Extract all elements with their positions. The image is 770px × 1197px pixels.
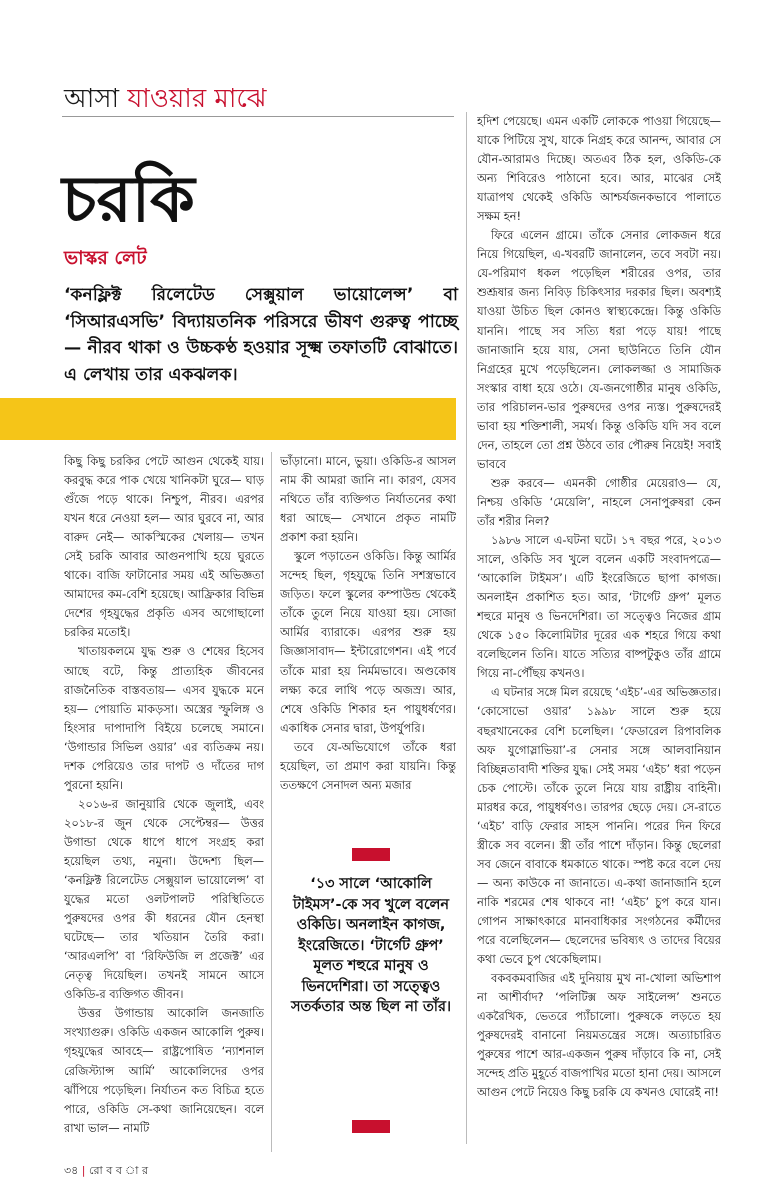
body-paragraph: কিছু কিছু চরকির পেটে আগুন থেকেই যায়। করবুদ্ধ করে পাক খেয়ে খানিকটা ঘুরে— ঘাড় গুঁজে পড়ে থাকে। নিশ্চুপ, নীরব। এরপর যখন ধরে নেওয়া হল— আর ঘুরবে না, আর বারুদ নেই— আকস্মিকের খেলায়— তখন সেই চরকি আবার আগুনপাখি হয়ে ঘুরতে থাকে। বাজি ফাটানোর সময় এই অভিজ্ঞতা আমাদের কম-বেশি হয়েছে। আফ্রিকার বিভিন্ন দেশের গৃহযুদ্ধের প্রকৃতি এসব অগোছালো চরকির মতোই। [64,454,264,640]
body-paragraph: হদিশ পেয়েছে। এমন একটি লোককে পাওয়া গিয়েছে— যাকে পিটিয়ে সুখ, যাকে নিগ্রহ করে আনন্দ, আবার সে যৌন-আরামও দিচ্ছে। অতএব ঠিক হল, ওকিডি-কে অন্য শিবিরেও পাঠানো হবে। আর, মাঝের সেই যাত্রাপথ থেকেই ওকিডি আশ্চর্যজনকভাবে পালাতে সক্ষম হন! [477,114,721,224]
lede-paragraph: ‘কনফ্লিক্ট রিলেটেড সেক্সুয়াল ভায়োলেন্স’ বা ‘সিআরএসভি’ বিদ্যায়তনিক পরিসরে ভীষণ গুরুত্ব পাচ্ছে— নীরব থাকা ও উচ্চকণ্ঠ হওয়ার সূক্ষ্ম তফাতটি বোঝাতে। এ লেখায় তার একঝলক। [64,285,458,385]
body-paragraph: স্কুলে পড়াতেন ওকিডি। কিন্তু আর্মির সন্দেহ ছিল, গৃহযুদ্ধে তিনি সশস্ত্রভাবে জড়িত। ফলে স্কুলের কম্পাউন্ড থেকেই তাঁকে তুলে নিয়ে যাওয়া হয়। সোজা আর্মির ব্যারাকে। এরপর শুরু হয় জিজ্ঞাসাবাদ— ইন্টারোগেশন। এই পর্বে তাঁকে মারা হয় নির্মমভাবে। অণ্ডকোষ লক্ষ্য করে লাথি পড়ে অজস্র। আর, শেষে ওকিডি শিকার হন পায়ুধর্ষণের। একাধিক সেনার দ্বারা, উপর্যুপরি। [280,549,456,735]
body-paragraph: উত্তর উগান্ডায় আকোলি জনজাতি সংখ্যাগুরু। ওকিডি একজন আকোলি পুরুষ। গৃহযুদ্ধের আবহে— রাষ্ট্রপোষিত ‘ন্যাশনাল রেজিস্ট্যান্স আর্মি’ আকোলিদের ওপর ঝাঁপিয়ে পড়েছিল। নির্যাতন কত বিচিত্র হতে পারে, ওকিডি সে-কথা জানিয়েছেন। বলে রাখা ভাল— নামটি [64,1006,264,1135]
pull-quote-bar-bottom [352,1120,390,1133]
section-header-word2: যাওয়ার মাঝে [127,84,267,114]
column-divider-left [271,452,272,1152]
folio-separator: | [81,1164,86,1177]
column-divider-right [466,112,467,1144]
yellow-accent-band [0,398,456,440]
article-title: চরকি [62,162,195,237]
body-paragraph: ভাঁড়ানো। মানে, ভুয়া। ওকিডি-র আসল নাম কী আমরা জানি না। কারণ, যেসব নথিতে তাঁর ব্যক্তিগত নির্যাতনের কথা ধরা আছে— সেখানে প্রকৃত নামটি প্রকাশ করা হয়নি। [280,454,456,545]
body-paragraph: ফিরে এলেন গ্রামে। তাঁকে সেনার লোকজন ধরে নিয়ে গিয়েছিল, এ-খবরটি জানালেন, তবে সবটা নয়। যে-পরিমাণ ধকল পড়েছিল শরীরের ওপর, তার শুশ্রূষার জন্য নিবিড় চিকিৎসার দরকার ছিল। অবশ্যই যাওয়া উচিত ছিল কোনও স্বাস্থ্যকেন্দ্রে। কিন্তু ওকিডি যাননি। পাছে সব সত্যি ধরা পড়ে যায়! পাছে জানাজানি হয়ে যায়, সেনা ছাউনিতে তিনি যৌন নিগ্রহের মুখে পড়েছিলেন। লোকলজ্জা ও সামাজিক সংস্কার বাধা হয়ে ওঠে। যে-জনগোষ্ঠীর মানুষ ওকিডি, তার পরিচালন-ভার পুরুষদের ওপর ন্যস্ত। পুরুষদেরই ভাবা হয় শক্তিশালী, সমর্থ। কিন্তু ওকিডি যদি সব বলে দেন, তাহলে তো প্রশ্ন উঠবে তার পৌরুষ নিয়েই! সবাই ভাববে [477,228,721,471]
page-folio [64,1162,148,1181]
header-rule [62,116,454,117]
author-byline: ভাস্কর লেট [64,247,147,269]
body-column-left [64,452,264,1152]
pull-quote-box [286,848,456,1148]
magazine-name: রো ব ব া র [89,1164,149,1177]
pull-quote-bar-top [352,848,390,861]
body-paragraph: ১৯৮৬ সালে এ-ঘটনা ঘটে। ১৭ বছর পরে, ২০১৩ সালে, ওকিডি সব খুলে বলেন একটি সংবাদপত্রে— ‘আকোলি টাইমস’। এটি ইংরেজিতে ছাপা কাগজ। অনলাইন প্রকাশিত হত। আর, ‘টার্গেট গ্রুপ’ মূলত শহুরে মানুষ ও ভিনদেশিরা। তা সত্ত্বেও নিজের গ্রাম থেকে ১৫০ কিলোমিটার দূরের এক শহরে গিয়ে কথা বলেছিলেন তিনি। যাতে সত্যির বাষ্পটুকুও তাঁর গ্রামে গিয়ে না-পৌঁছয় কখনও। [477,533,721,681]
body-paragraph: ২০১৬-র জানুয়ারি থেকে জুলাই, এবং ২০১৮-র জুন থেকে সেপ্টেম্বর— উত্তর উগান্ডা থেকে ধাপে ধাপে সংগ্রহ করা হয়েছিল তথ্য, নমুনা। উদ্দেশ্য ছিল— ‘কনফ্লিক্ট রিলেটেড সেক্সুয়াল ভায়োলেন্স’ বা যুদ্ধের মতো ওলটপালট পরিস্থিতিতে পুরুষদের ওপর কী ধরনের যৌন হেনস্থা ঘটেছে— তার খতিয়ান তৈরি করা। ‘আরএলপি’ বা ‘রিফিউজি ল প্রজেক্ট’ এর নেতৃত্ব দিয়েছিল। তখনই সামনে আসে ওকিডি-র ব্যক্তিগত জীবন। [64,796,264,1002]
body-column-right [477,112,721,1144]
body-paragraph: শুরু করবে— এমনকী গোষ্ঠীর মেয়েরাও— যে, নিশ্চয় ওকিডি ‘মেয়েলি’, নাহলে সেনাপুরুষরা কেন তাঁর শরীর নিল? [477,475,721,528]
section-header-word1: আসা [64,84,120,114]
body-paragraph: খাতায়কলমে যুদ্ধ শুরু ও শেষের হিসেব আছে বটে, কিন্তু প্রাত্যহিক জীবনের রাজনৈতিক বাস্তবতায়— এসব যুদ্ধকে মনে হয়— পোয়াতি মাকড়সা। অস্ত্রের স্ফুলিঙ্গ ও হিংসার দাপাদাপি বিইয়ে চলেছে সমানে। ‘উগান্ডার সিভিল ওয়ার’ এর ব্যতিক্রম নয়। দশক পেরিয়েও তার দাপট ও দাঁতের দাগ পুরনো হয়নি। [64,644,264,792]
body-paragraph: বকবকমবাজির এই দুনিয়ায় মুখ না-খোলা অভিশাপ না আশীর্বাদ? ‘পলিটিক্স অফ সাইলেন্স’ শুনতে একরৈখিক, ভেতরে প্যাঁচালো। পুরুষকে লড়তে হয় পুরুষদেরই বানানো নিয়মতন্ত্রের সঙ্গে। অত্যাচারিত পুরুষের পাশে আর-একজন পুরুষ দাঁড়াবে কি না, সেই সন্দেহ প্রতি মুহূর্তে বাজপাখির মতো হানা দেয়। আসলে আগুন পেটে নিয়েও কিছু চরকি যে কখনও ঘোরেই না! [477,971,721,1100]
body-paragraph: এ ঘটনার সঙ্গে মিল রয়েছে ‘এইচ’-এর অভিজ্ঞতার। ‘কোসোভো ওয়ার’ ১৯৯৮ সালে শুরু হয়ে বছরখানেকের বেশি চলেছিল। ‘ফেডারেল রিপাবলিক অফ যুগোস্লাভিয়া’-র সেনার সঙ্গে আলবানিয়ান বিচ্ছিন্নতাবাদী শক্তির যুদ্ধ। সেই সময় ‘এইচ’ ধরা পড়েন চেক পোস্টে। তাঁকে তুলে নিয়ে যায় রাষ্ট্রীয় বাহিনী। মারধর করে, পায়ুধর্ষণও। তারপর ছেড়ে দেয়। সে-রাতে ‘এইচ’ বাড়ি ফেরার সাহস পাননি। পরের দিন ফিরে স্ত্রীকে সব বলেন। স্ত্রী তাঁর পাশে দাঁড়ান। কিন্তু ছেলেরা সব জেনে বাবাকে ধমকাতে থাকে। স্পষ্ট করে বলে দেয়— অন্য কাউকে না জানাতে। এ-কথা জানাজানি হলে নাকি শরমের শেষ থাকবে না! ‘এইচ’ চুপ করে যান। গোপন সাক্ষাৎকারে মানবাধিকার সংগঠনের কর্মীদের পরে বলেছিলেন— ছেলেদের ভবিষ্যৎ ও তাদের বিয়ের কথা ভেবে চুপ থেকেছিলাম। [477,685,721,967]
pull-quote: ‘১৩ সালে ‘আকোলি টাইমস’-কে সব খুলে বলেন ওকিডি। অনলাইন কাগজ, ইংরেজিতে। ‘টার্গেট গ্রুপ’ মূলত শহুরে মানুষ ও ভিনদেশিরা। তা সত্ত্বেও সতর্কতার অন্ত ছিল না তাঁর। [290,876,452,1015]
body-paragraph: তবে যে-অভিযোগে তাঁকে ধরা হয়েছিল, তা প্রমাণ করা যায়নি। কিন্তু ততক্ষণে সেনাদল অন্য মজার [280,739,456,792]
page-number: ৩৪ [64,1164,79,1177]
body-column-middle [280,452,456,842]
